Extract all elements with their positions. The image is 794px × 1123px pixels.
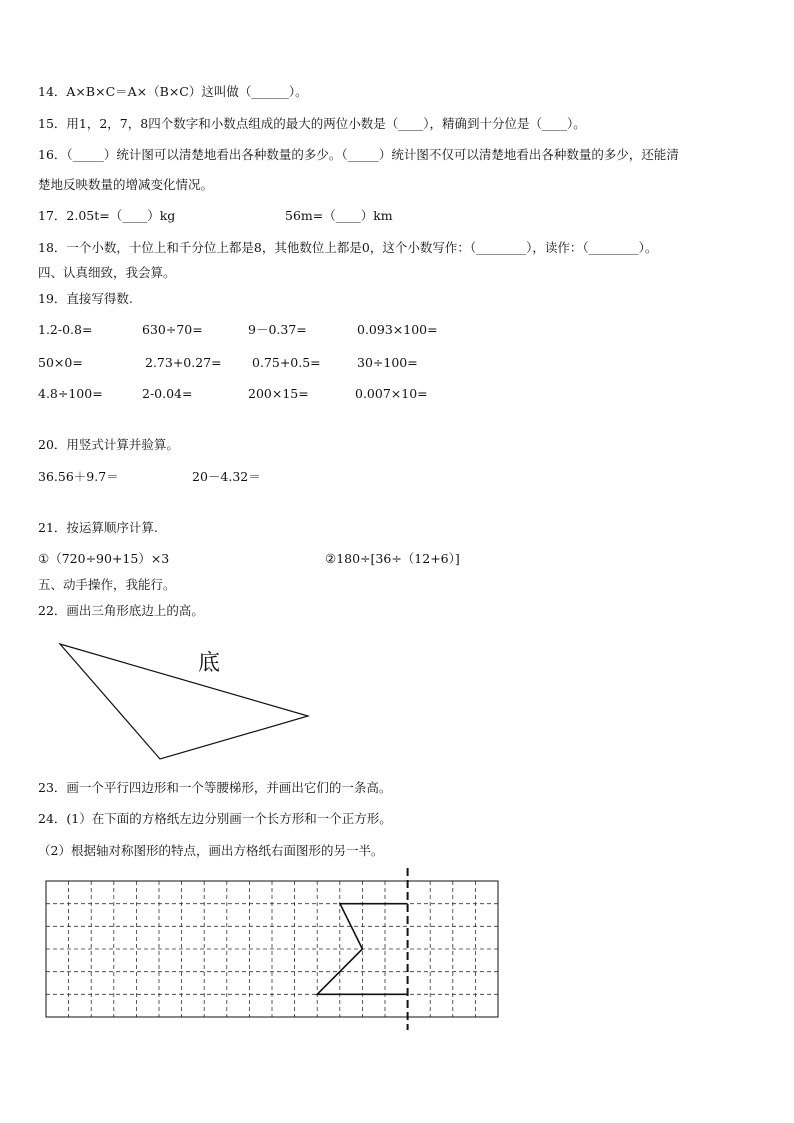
calc-item: 0.007×10= xyxy=(355,386,428,401)
question-19: 19．直接写得数. xyxy=(38,291,133,306)
half-figure xyxy=(317,904,407,995)
calc-item: 630÷70= xyxy=(142,322,203,337)
calc-item: 2.73+0.27= xyxy=(145,355,222,370)
question-20: 20．用竖式计算并验算。 xyxy=(38,437,179,452)
calc-item: 200×15= xyxy=(248,386,309,401)
section-four-heading: 四、认真细致，我会算。 xyxy=(38,265,176,280)
calc-item: 0.75+0.5= xyxy=(252,355,321,370)
section-five-heading: 五、动手操作，我能行。 xyxy=(38,577,176,592)
calc-item: 2-0.04= xyxy=(142,386,193,401)
triangle-base-label: 底 xyxy=(198,651,221,676)
order-calc-b: ②180÷[36÷（12+6）] xyxy=(325,551,460,566)
question-22: 22．画出三角形底边上的高。 xyxy=(38,603,204,618)
question-16-line2: 楚地反映数量的增减变化情况。 xyxy=(38,177,214,192)
vertical-calc-a: 36.56＋9.7＝ xyxy=(38,469,119,484)
order-calc-a: ①（720÷90+15）×3 xyxy=(38,551,170,566)
question-24-part1: 24．(1）在下面的方格纸左边分别画一个长方形和一个正方形。 xyxy=(38,811,392,826)
calc-item: 50×0= xyxy=(38,355,83,370)
question-18: 18．一个小数，十位上和千分位上都是8，其他数位上都是0，这个小数写作：（________），读作：（________）。 xyxy=(38,240,658,255)
grid-border xyxy=(46,881,498,1017)
calc-item: 9－0.37= xyxy=(248,322,307,337)
question-15: 15．用1，2，7，8四个数字和小数点组成的最大的两位小数是（____），精确到十分位是（____）。 xyxy=(38,116,586,131)
question-17-mass: 17．2.05t=（____）kg xyxy=(38,208,176,223)
calc-item: 30÷100= xyxy=(357,355,418,370)
vertical-calc-b: 20－4.32＝ xyxy=(192,469,261,484)
question-16-line1: 16．（_____）统计图可以清楚地看出各种数量的多少。（_____）统计图不仅可以清楚地看出各种数量的多少，还能清 xyxy=(38,147,679,162)
question-21: 21．按运算顺序计算. xyxy=(38,520,158,535)
question-14: 14．A×B×C＝A×（B×C）这叫做（______）。 xyxy=(38,84,308,99)
triangle-shape xyxy=(60,644,308,759)
question-24-part2: （2）根据轴对称图形的特点，画出方格纸右面图形的另一半。 xyxy=(38,843,384,858)
grid-dashed-lines xyxy=(46,881,498,1017)
question-17-length: 56m=（____）km xyxy=(285,208,393,223)
calc-item: 0.093×100= xyxy=(357,322,438,337)
calc-item: 1.2-0.8= xyxy=(38,322,93,337)
calc-item: 4.8÷100= xyxy=(38,386,103,401)
question-23: 23．画一个平行四边形和一个等腰梯形，并画出它们的一条高。 xyxy=(38,780,392,795)
